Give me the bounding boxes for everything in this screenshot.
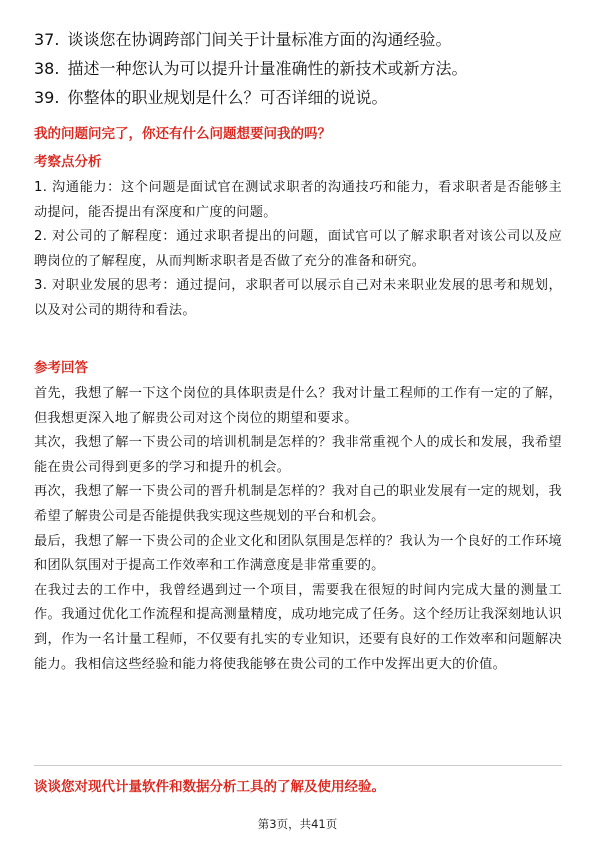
question-item-37: [34, 26, 574, 55]
question-list: [34, 26, 574, 113]
question-text: 描述一种您认为可以提升计量准确性的新技术或新方法。: [67, 59, 468, 78]
analysis-point: 1. 沟通能力：这个问题是面试官在测试求职者的沟通技巧和能力，看求职者是否能够主动提问，能否提出有深度和广度的问题。: [34, 180, 562, 220]
question-number: 37.: [34, 30, 60, 49]
reference-paragraph: 在我过去的工作中，我曾经遇到过一个项目，需要我在很短的时间内完成大量的测量工作。我通过优化工作流程和提高测量精度，成功地完成了任务。这个经历让我深刻地认识到，作为一名计量工程师，不仅要有扎实的专业知识，还要有良好的工作效率和问题解决能力。我相信这些经验和能力将使我能够在贵公司的工作中发挥出更大的价值。: [34, 582, 562, 672]
reference-answer: [34, 382, 562, 677]
analysis-point: 3. 对职业发展的思考：通过提问，求职者可以展示自己对未来职业发展的思考和规划，以及对公司的期待和看法。: [34, 278, 562, 318]
analysis-section-title: 考察点分析: [34, 154, 102, 170]
question-item-39: [34, 84, 574, 113]
reference-paragraph: 再次，我想了解一下贵公司的晋升机制是怎样的？我对自己的职业发展有一定的规划，我希望了解贵公司是否能提供我实现这些规划的平台和机会。: [34, 484, 562, 524]
analysis-point: 2. 对公司的了解程度：通过求职者提出的问题，面试官可以了解求职者对该公司以及应聘岗位的了解程度，从而判断求职者是否做了充分的准备和研究。: [34, 229, 562, 269]
question-item-38: [34, 55, 574, 84]
question-number: 39.: [34, 88, 60, 107]
reference-paragraph: 其次，我想了解一下贵公司的培训机制是怎样的？我非常重视个人的成长和发展，我希望能在贵公司得到更多的学习和提升的机会。: [34, 435, 562, 475]
question-text: 你整体的职业规划是什么？可否详细的说说。: [67, 88, 388, 107]
next-question-heading: 谈谈您对现代计量软件和数据分析工具的了解及使用经验。: [34, 779, 385, 795]
section-divider: [34, 765, 562, 766]
reference-section-title: 参考回答: [34, 360, 88, 376]
current-question-heading: 我的问题问完了，你还有什么问题想要问我的吗？: [34, 126, 331, 142]
question-number: 38.: [34, 59, 60, 78]
reference-paragraph: 最后，我想了解一下贵公司的企业文化和团队氛围是怎样的？我认为一个良好的工作环境和团队氛围对于提高工作效率和工作满意度是非常重要的。: [34, 533, 562, 574]
analysis-points: [34, 176, 562, 324]
page-footer: 第3页，共41页: [257, 817, 338, 831]
reference-paragraph: 首先，我想了解一下这个岗位的具体职责是什么？我对计量工程师的工作有一定的了解，但我想更深入地了解贵公司对这个岗位的期望和要求。: [34, 386, 562, 426]
question-text: 谈谈您在协调跨部门间关于计量标准方面的沟通经验。: [67, 30, 452, 49]
